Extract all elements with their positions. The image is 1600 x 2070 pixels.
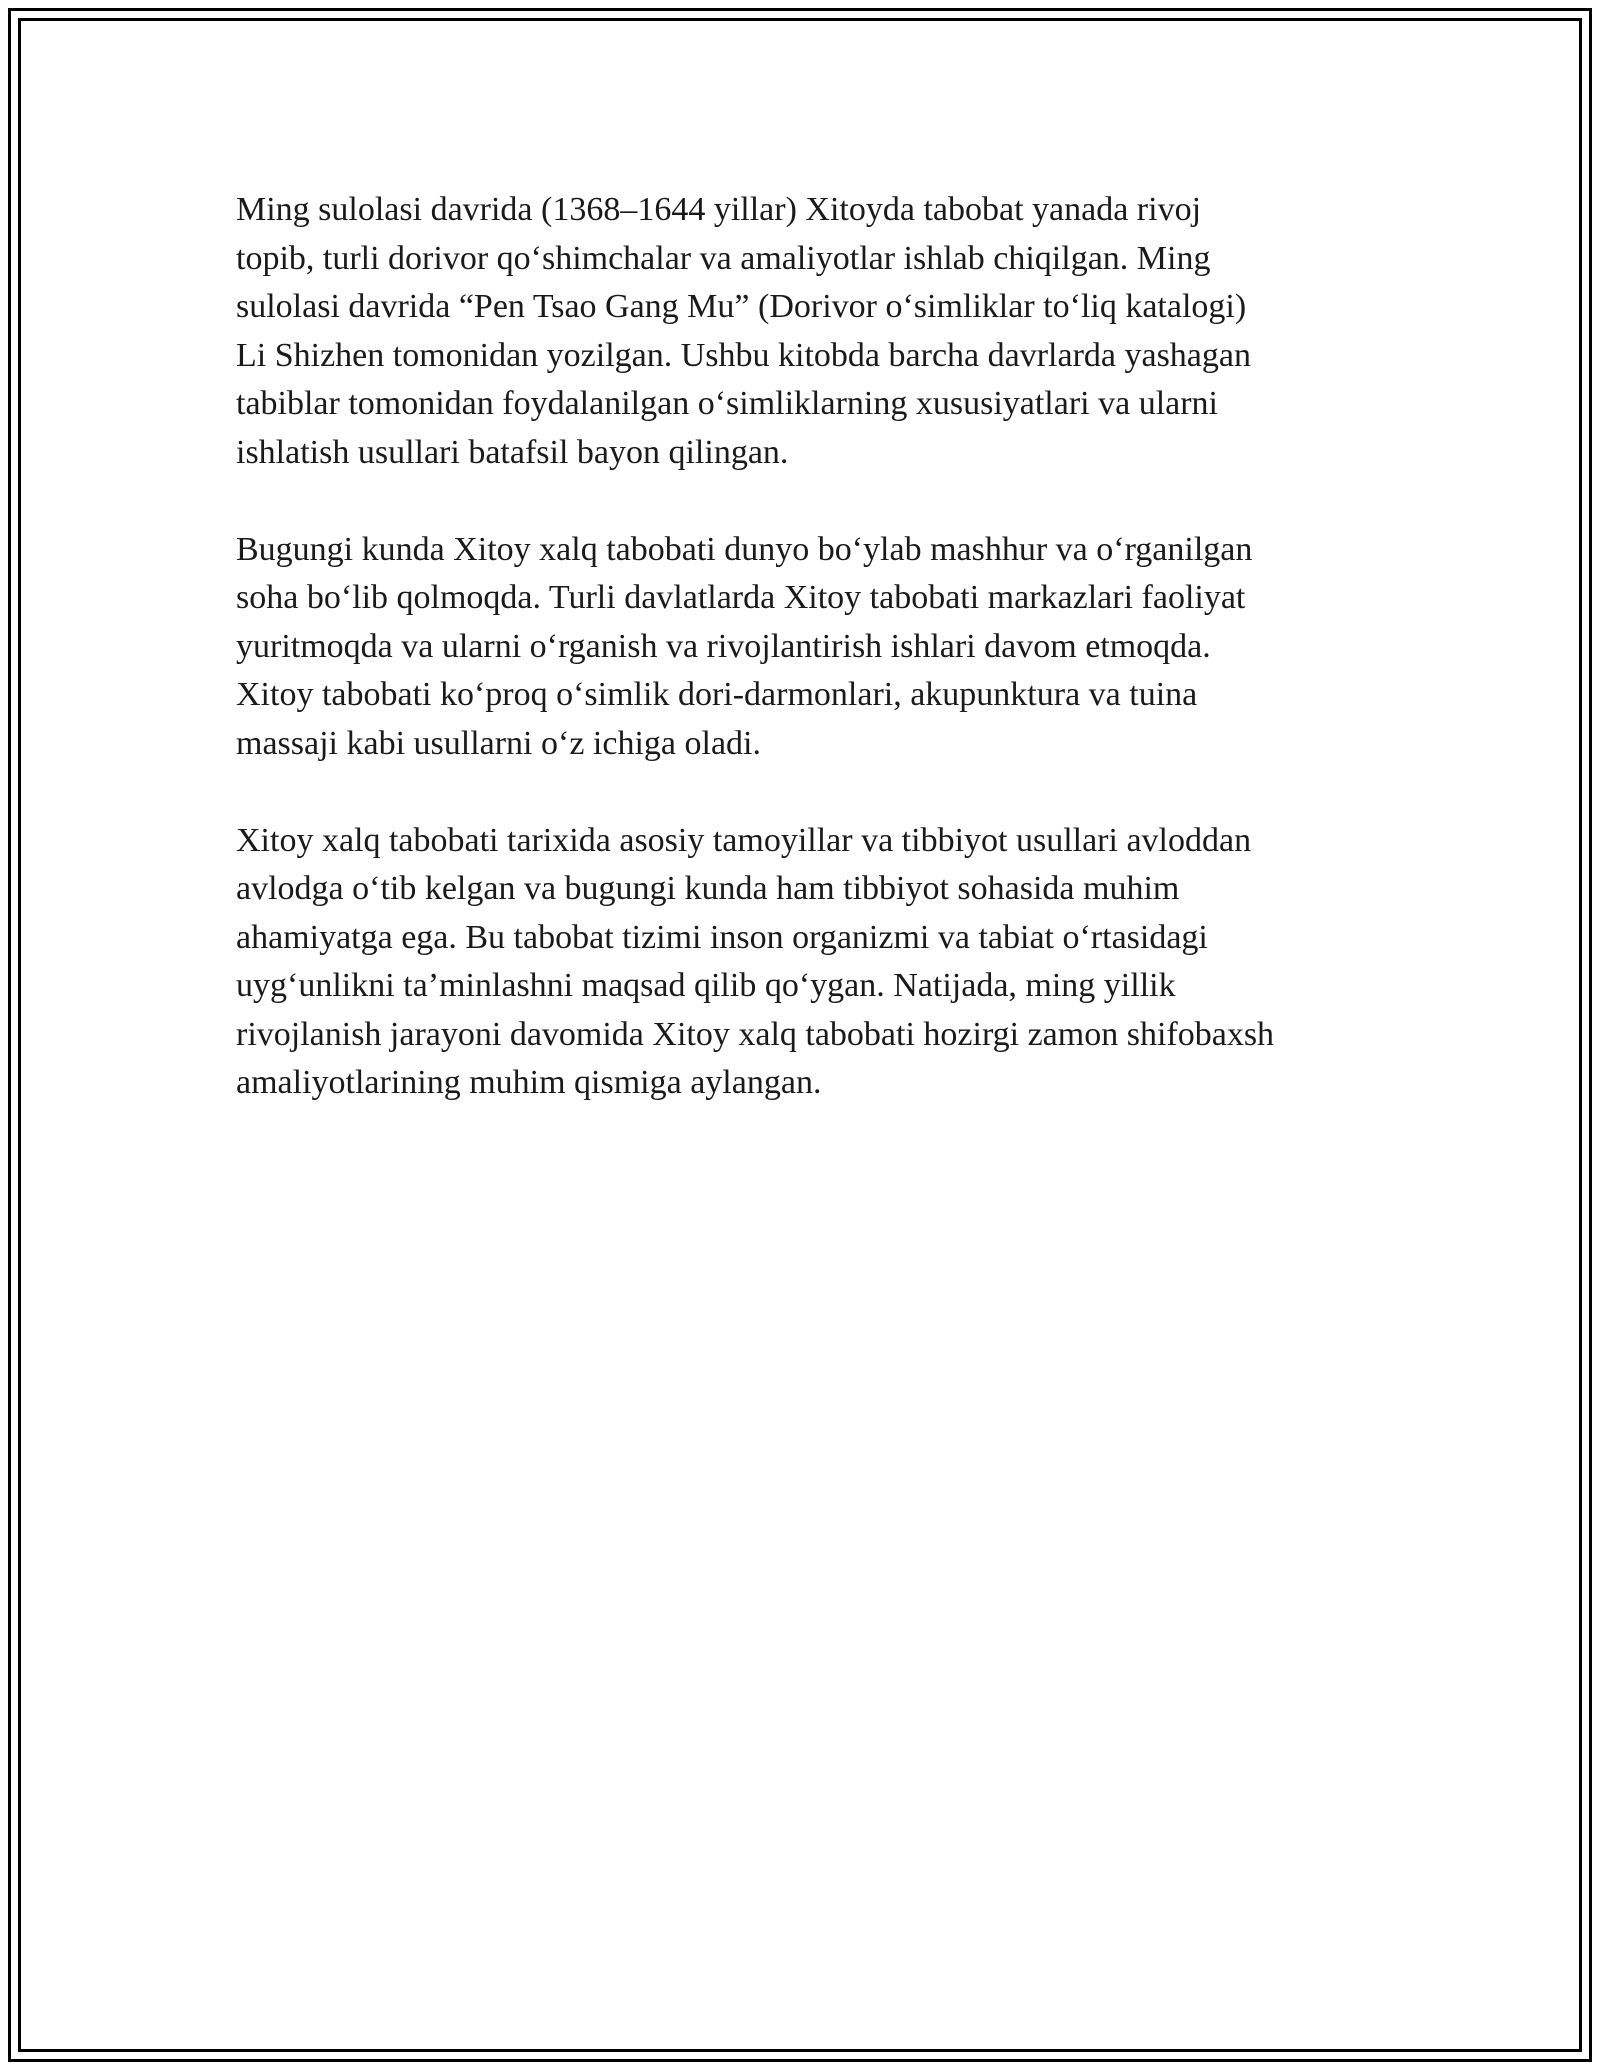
paragraph-modern-chinese-medicine: Bugungi kunda Xitoy xalq tabobati dunyo bo‘ylab mashhur va o‘rganilgan soha bo‘lib qolmoqda. Turli davlatlarda Xitoy tabobati markazlari faoliyat yuritmoqda va ularni o‘rganish va rivojlantirish ishlari davom etmoqda. Xitoy tabobati ko‘proq o‘simlik dori-darmonlari, akupunktura va tuina massaji kabi usullarni o‘z ichiga oladi.	[236, 530, 1253, 762]
paragraph-history-principles: Xitoy xalq tabobati tarixida asosiy tamoyillar va tibbiyot usullari avloddan avlodga o‘tib kelgan va bugungi kunda ham tibbiyot sohasida muhim ahamiyatga ega. Bu tabobat tizimi inson organizmi va tabiat o‘rtasidagi uyg‘unlikni ta’minlashni maqsad qilib qo‘ygan. Natijada, ming yillik rivojlanish jarayoni davomida Xitoy xalq tabobati hozirgi zamon shifobaxsh amaliyotlarining muhim qismiga aylangan.	[236, 821, 1275, 1101]
document-body	[236, 186, 1376, 1156]
paragraph-ming-dynasty: Ming sulolasi davrida (1368–1644 yillar) Xitoyda tabobat yanada rivoj topib, turli dorivor qo‘shimchalar va amaliyotlar ishlab chiqilgan. Ming sulolasi davrida “Pen Tsao Gang Mu” (Dorivor o‘simliklar to‘liq katalogi) Li Shizhen tomonidan yozilgan. Ushbu kitobda barcha davrlarda yashagan tabiblar tomonidan foydalanilgan o‘simliklarning xususiyatlari va ularni ishlatish usullari batafsil bayon qilingan.	[236, 191, 1251, 471]
